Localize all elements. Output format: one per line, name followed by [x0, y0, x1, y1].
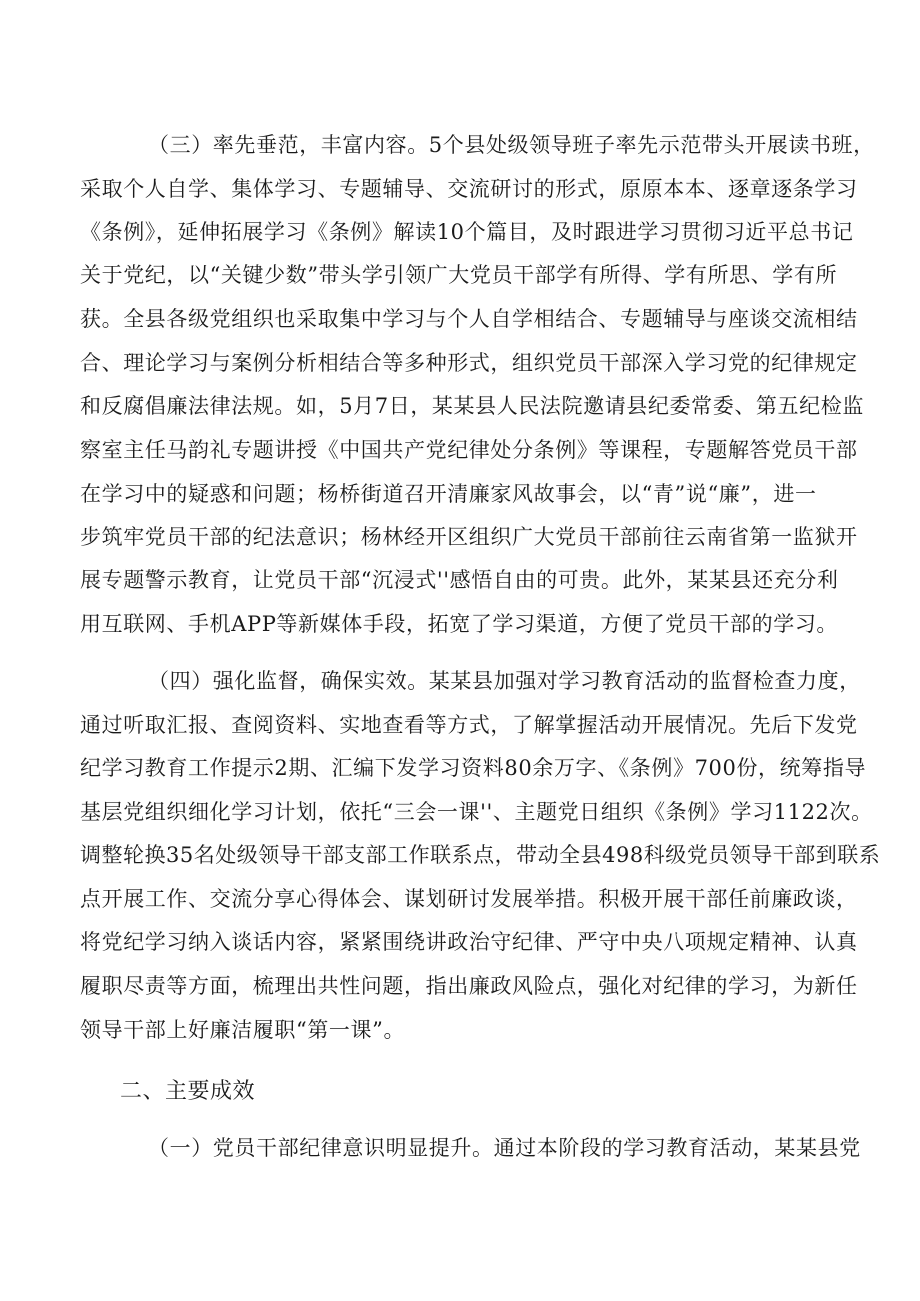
text-line: 察室主任马韵礼专题讲授《中国共产党纪律处分条例》等课程，专题解答党员干部 — [80, 438, 858, 462]
text-line: 展专题警示教育，让党员干部“沉浸式''感悟自由的可贵。此外，某某县还充分利 — [80, 568, 839, 592]
text-line: 步筑牢党员干部的纪法意识；杨林经开区组织广大党员干部前往云南省第一监狱开 — [80, 525, 858, 549]
text-line: 调整轮换35名处级领导干部支部工作联系点，带动全县498科级党员领导干部到联系 — [80, 843, 881, 867]
text-line: 履职尽责等方面，梳理出共性问题，指出廉政风险点，强化对纪律的学习，为新任 — [80, 974, 858, 998]
text-line: 基层党组织细化学习计划，依托“三会一课''、主题党日组织《条例》学习1122次。 — [80, 800, 873, 824]
text-line: 领导干部上好廉洁履职“第一课”。 — [80, 1018, 406, 1042]
text-line: 《条例》，延伸拓展学习《条例》解读10个篇目，及时跟进学习贯彻习近平总书记 — [80, 220, 854, 244]
text-line: 通过听取汇报、查阅资料、实地查看等方式，了解掌握活动开展情况。先后下发党 — [80, 713, 858, 737]
text-line: 获。全县各级党组织也采取集中学习与个人自学相结合、专题辅导与座谈交流相结 — [80, 307, 858, 331]
text-line: 和反腐倡廉法律法规。如，5月7日，某某县人民法院邀请县纪委常委、第五纪检监 — [80, 394, 864, 418]
text-line: 纪学习教育工作提示2期、汇编下发学习资料80余万字、《条例》700份，统筹指导 — [80, 756, 867, 780]
text-line: （四）强化监督，确保实效。某某县加强对学习教育活动的监督检查力度， — [148, 669, 861, 693]
text-line: 用互联网、手机APP等新媒体手段，拓宽了学习渠道，方便了党员干部的学习。 — [80, 612, 839, 636]
text-line: （三）率先垂范，丰富内容。5个县处级领导班子率先示范带头开展读书班， — [148, 133, 875, 157]
text-line: 将党纪学习纳入谈话内容，紧紧围绕讲政治守纪律、严守中央八项规定精神、认真 — [80, 930, 858, 954]
text-line: 在学习中的疑惑和问题；杨桥街道召开清廉家风故事会，以“青”说“廉”，进一 — [80, 482, 817, 506]
text-line: 关于党纪，以“关键少数”带头学引领广大党员干部学有所得、学有所思、学有所 — [80, 263, 838, 287]
text-line: 点开展工作、交流分享心得体会、谋划研讨发展举措。积极开展干部任前廉政谈， — [80, 887, 858, 911]
section-heading: 二、主要成效 — [120, 1079, 256, 1104]
text-line: （一）党员干部纪律意识明显提升。通过本阶段的学习教育活动，某某县党 — [148, 1136, 861, 1160]
text-line: 采取个人自学、集体学习、专题辅导、交流研讨的形式，原原本本、逐章逐条学习 — [80, 177, 858, 201]
text-line: 合、理论学习与案例分析相结合等多种形式，组织党员干部深入学习党的纪律规定 — [80, 351, 858, 375]
